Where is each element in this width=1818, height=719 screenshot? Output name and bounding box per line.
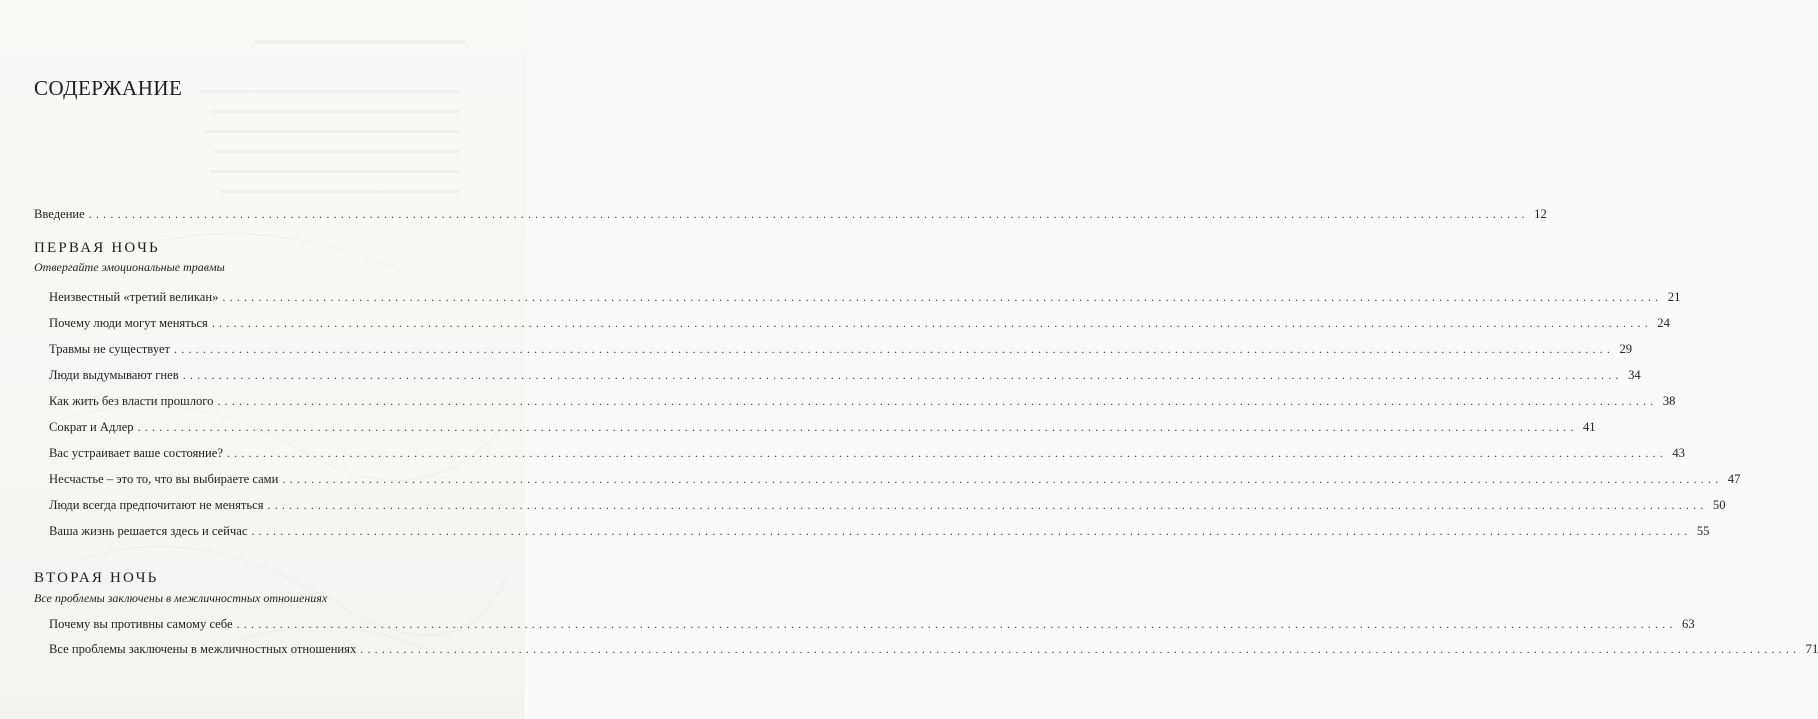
toc-entry-label: Люди всегда предпочитают не меняться	[49, 498, 264, 512]
toc-leader-dots: ........................................................................................................................................................................................................	[267, 498, 1708, 512]
toc-entry-chapter[interactable]	[49, 496, 1726, 514]
show-through-background	[0, 0, 525, 719]
toc-leader-dots: ........................................................................................................................................................................................................	[217, 394, 1658, 408]
toc-leader-dots: ........................................................................................................................................................................................................	[226, 446, 1667, 460]
toc-entry-page: 38	[1662, 394, 1676, 408]
part-one-subtitle: Отвергайте эмоциональные травмы	[34, 260, 225, 274]
toc-entry-label: Как жить без власти прошлого	[49, 394, 214, 408]
toc-entry-label: Почему вы противны самому себе	[49, 617, 233, 631]
toc-leader-dots: ........................................................................................................................................................................................................	[360, 642, 1801, 656]
toc-entry-label: Почему люди могут меняться	[49, 316, 208, 330]
toc-entry-page: 21	[1667, 290, 1681, 304]
toc-entry-label: Несчастье – это то, что вы выбираете сами	[49, 472, 279, 486]
toc-entry-chapter[interactable]	[49, 522, 1710, 540]
toc-entry-chapter[interactable]	[49, 640, 1818, 658]
toc-entry-page: 12	[1534, 207, 1547, 221]
part-two-subtitle: Все проблемы заключены в межличностных отношениях	[34, 591, 328, 605]
toc-leader-dots: ........................................................................................................................................................................................................	[182, 368, 1623, 382]
toc-entry-chapter[interactable]	[49, 340, 1633, 358]
toc-leader-dots: ........................................................................................................................................................................................................	[137, 420, 1578, 434]
toc-entry-label: Люди выдумывают гнев	[49, 368, 179, 382]
toc-entry-page: 41	[1583, 420, 1596, 434]
toc-entry-label: Ваша жизнь решается здесь и сейчас	[49, 524, 248, 538]
toc-entry-chapter[interactable]	[49, 366, 1641, 384]
toc-entry-label: Неизвестный «третий великан»	[49, 290, 219, 304]
toc-entry-page: 50	[1712, 498, 1726, 512]
toc-entry-page: 43	[1672, 446, 1685, 460]
toc-entry-page: 71	[1805, 642, 1818, 656]
toc-entry-page: 63	[1682, 617, 1695, 631]
toc-entry-intro[interactable]	[34, 205, 1547, 223]
toc-leader-dots: ........................................................................................................................................................................................................	[88, 207, 1529, 221]
toc-entry-chapter[interactable]	[49, 314, 1670, 332]
part-two-title: ВТОРАЯ НОЧЬ	[34, 570, 159, 586]
toc-entry-label: Вас устраивает ваше состояние?	[49, 446, 223, 460]
toc-entry-chapter[interactable]	[49, 288, 1681, 306]
toc-entry-page: 55	[1696, 524, 1710, 538]
toc-leader-dots: ........................................................................................................................................................................................................	[251, 524, 1692, 538]
toc-entry-chapter[interactable]	[49, 444, 1685, 462]
toc-entry-page: 34	[1628, 368, 1641, 382]
toc-entry-page: 29	[1619, 342, 1633, 356]
toc-entry-label: Сократ и Адлер	[49, 420, 134, 434]
toc-entry-chapter[interactable]	[49, 392, 1676, 410]
toc-leader-dots: ........................................................................................................................................................................................................	[222, 290, 1663, 304]
toc-leader-dots: ........................................................................................................................................................................................................	[174, 342, 1615, 356]
toc-leader-dots: ........................................................................................................................................................................................................	[282, 472, 1723, 486]
toc-entry-page: 47	[1727, 472, 1741, 486]
toc-leader-dots: ........................................................................................................................................................................................................	[211, 316, 1652, 330]
toc-entry-label: Все проблемы заключены в межличностных отношениях	[49, 642, 357, 656]
toc-entry-page: 24	[1657, 316, 1670, 330]
part-one-title: ПЕРВАЯ НОЧЬ	[34, 240, 160, 256]
toc-entry-label: Травмы не существует	[49, 342, 171, 356]
page-title: СОДЕРЖАНИЕ	[34, 76, 183, 100]
toc-entry-chapter[interactable]	[49, 418, 1596, 436]
toc-entry-chapter[interactable]	[49, 470, 1741, 488]
toc-entry-label: Введение	[34, 207, 85, 221]
toc-entry-chapter[interactable]	[49, 615, 1695, 633]
toc-leader-dots: ........................................................................................................................................................................................................	[236, 617, 1677, 631]
